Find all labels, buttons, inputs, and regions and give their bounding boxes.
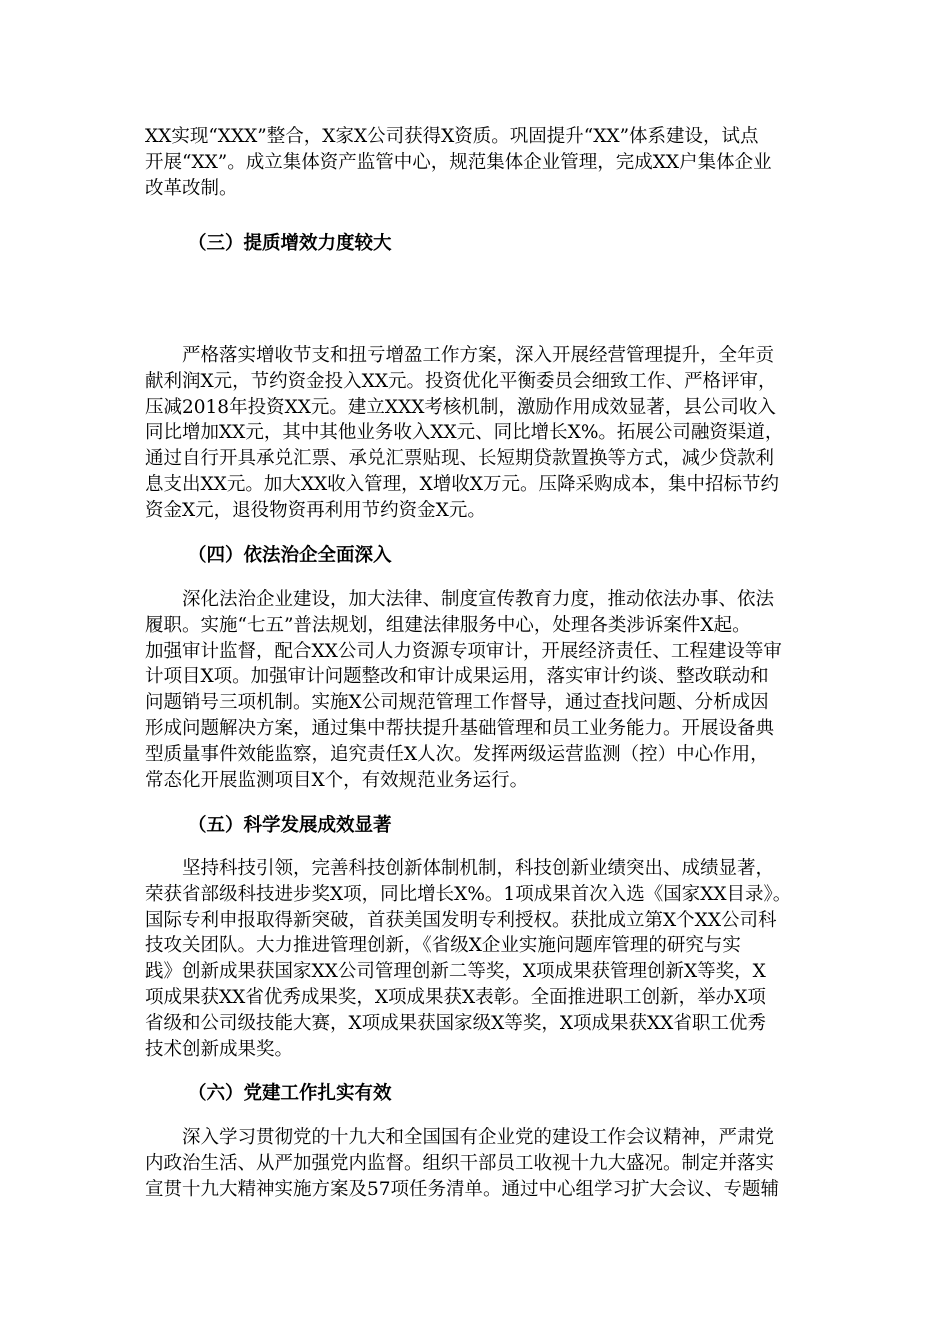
text-line: 问题销号三项机制。实施X公司规范管理工作督导，通过查找问题、分析成因 [145,692,769,714]
text-line: 项成果获XX省优秀成果奖，X项成果获X表彰。全面推进职工创新，举办X项 [145,986,766,1008]
paragraph-science [145,856,805,1062]
paragraph-legal [145,587,805,793]
text-line: 改革改制。 [145,177,238,199]
text-line: 践》创新成果获国家XX公司管理创新二等奖，X项成果获管理创新X等奖，X [145,961,766,983]
text-line: 荣获省部级科技进步奖X项，同比增长X%。1项成果首次入选《国家XX目录》。 [145,883,792,905]
paragraph-party [145,1125,805,1202]
text-line: 形成问题解决方案，通过集中帮扶提升基础管理和员工业务能力。开展设备典 [145,717,775,739]
text-line: 开展“XX”。成立集体资产监管中心，规范集体企业管理，完成XX户集体企业 [145,151,772,173]
text-line: 加强审计监督，配合XX公司人力资源专项审计，开展经济责任、工程建设等审 [145,640,782,662]
paragraph-reform [145,124,805,201]
text-line: 深化法治企业建设，加大法律、制度宣传教育力度，推动依法办事、依法 [182,589,775,610]
text-line: 深入学习贯彻党的十九大和全国国有企业党的建设工作会议精神，严肃党 [182,1127,775,1148]
text-line: 同比增加XX元，其中其他业务收入XX元、同比增长X%。拓展公司融资渠道， [145,422,784,444]
text-line: 常态化开展监测项目X个，有效规范业务运行。 [145,769,529,791]
text-line: XX实现“XXX”整合，X家X公司获得X资质。巩固提升“XX”体系建设，试点 [145,126,759,147]
text-line: 技术创新成果奖。 [145,1038,294,1060]
text-line: 技攻关团队。大力推进管理创新，《省级X企业实施问题库管理的研究与实 [145,935,741,957]
section-heading-4: （四）依法治企全面深入 [188,545,392,566]
text-line: 计项目X项。加强审计问题整改和审计成果运用，落实审计约谈、整改联动和 [145,666,769,688]
text-line: 国际专利申报取得新突破，首获美国发明专利授权。获批成立第X个XX公司科 [145,909,777,931]
text-line: 履职。实施“七五”普法规划，组建法律服务中心，处理各类涉诉案件X起。 [145,614,751,636]
text-line: 献利润X元，节约资金投入XX元。投资优化平衡委员会细致工作、严格评审， [145,370,777,392]
paragraph-efficiency [145,343,805,524]
text-line: 省级和公司级技能大赛，X项成果获国家级X等奖，X项成果获XX省职工优秀 [145,1012,766,1034]
section-heading-5: （五）科学发展成效显著 [188,815,392,836]
text-line: 息支出XX元。加大XX收入管理，X增收X万元。压降采购成本，集中招标节约 [145,473,780,495]
text-line: 严格落实增收节支和扭亏增盈工作方案，深入开展经营管理提升，全年贡 [182,345,775,366]
text-line: 内政治生活、从严加强党内监督。组织干部员工收视十九大盛况。制定并落实 [145,1152,775,1174]
section-heading-6: （六）党建工作扎实有效 [188,1083,392,1104]
text-line: 通过自行开具承兑汇票、承兑汇票贴现、长短期贷款置换等方式，减少贷款利 [145,448,775,470]
text-line: 宣贯十九大精神实施方案及57项任务清单。通过中心组学习扩大会议、专题辅 [145,1178,780,1200]
text-line: 压减2018年投资XX元。建立XXX考核机制，激励作用成效显著，县公司收入 [145,396,776,418]
text-line: 坚持科技引领，完善科技创新体制机制，科技创新业绩突出、成绩显著， [182,858,775,879]
text-line: 资金X元，退役物资再利用节约资金X元。 [145,499,486,521]
text-line: 型质量事件效能监察，追究责任X人次。发挥两级运营监测（控）中心作用， [145,743,769,765]
section-heading-3: （三）提质增效力度较大 [188,233,392,254]
